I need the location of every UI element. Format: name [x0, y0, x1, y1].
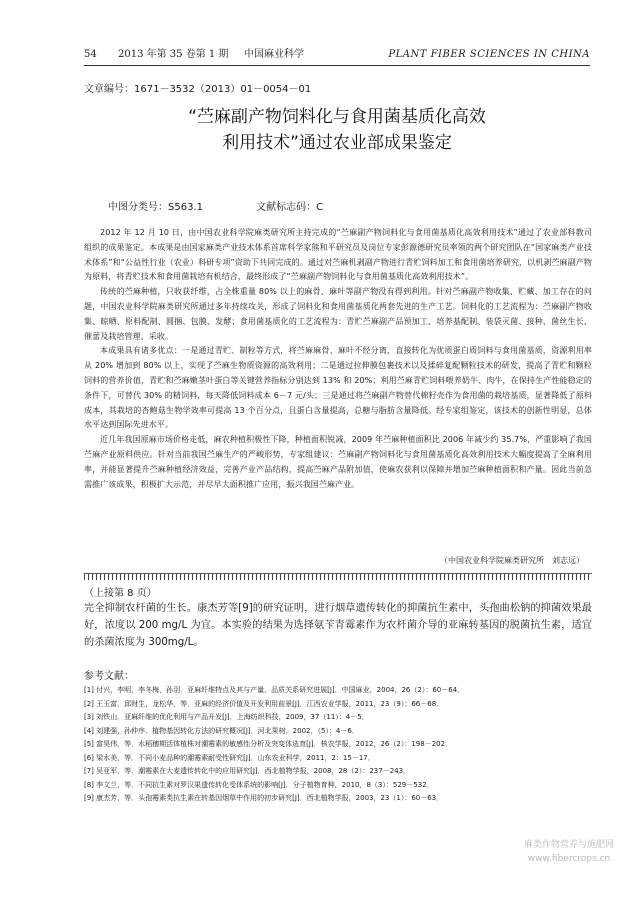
body-paragraph: 本成果具有诸多优点：一是通过青贮、制粒等方式，将苎麻麻骨、麻叶不经分离，直接转化为优质蛋白质饲料与食用菌基质，资源利用率从 20% 增加到 80% 以上，实现了苎麻生物质资源的高效利用；二是通过拉伸膜包裹技术以及揉碎复配颗粒技术的研发，提高了青贮和颗粒饲料的营养价值，青贮和苎麻嫩茎叶蛋白等关键营养指标分别达到 13% 和 20%；利用苎麻青贮饲料喂养奶牛、肉牛，在保持生产性能稳定的条件下，可替代 30% 的精饲料，每天降低饲料成本 6－7 元/头；三是通过将苎麻副产物替代棉籽壳作为食用菌的栽培基质，显著降低了原料成本，其栽培的杏鲍菇生物学效率可提高 13 个百分点，且蛋白含量提高，总糖与脂肪含量降低。经专家组鉴定，该技术的创新性明显，总体水平达到国际先进水平。 [84, 346, 592, 430]
decorative-divider [84, 573, 592, 580]
reference-item: [9] 康杰芳，等．头孢霉素类抗生素在转基因烟草中作用的初步研究[J]．西北植物学报，2003，23（1）：60－63． [84, 794, 444, 802]
body-paragraph: 近几年我国原麻市场价格走低，麻农种植积极性下降，种植面积锐减，2009 年苎麻种植面积比 2006 年减少约 35.7%，严重影响了我国苎麻产业原料供应。针对当前我国苎麻生产的严峻形势，专家组建议：苎麻副产物饲料化与食用菌基质化高效利用技术大幅度提高了全麻利用率，并能显著提升苎麻种植经济效益，完善产业产品结构，提高苎麻产品附加值，使麻农获利以保障并增加苎麻种植面积和产量。因此当前急需推广该成果，积极扩大示范，并尽早大面积推广应用，振兴我国苎麻产业。 [84, 435, 592, 489]
reference-item: [5] 富昊伟，等．水稻穗期活体植株对潮霉素的敏感性分析及突变体选育[J]．核农学报，2012，26（2）：198－202． [84, 740, 453, 748]
reference-item: [4] 刘建强，孙仲序．植物基因转化方法的研究概况[J]．河北果树，2002，（5）：4－6． [84, 726, 359, 735]
reference-item: [3] 刘铁山．亚麻纤维的优化利用与产品开发[J]．上海纺织科技，2009，37（11）：4－5． [84, 713, 369, 721]
journal-name-cn: 中国麻业科学 [244, 49, 304, 60]
article-body [84, 226, 592, 492]
title-line-1: “苎麻副产物饲料化与食用菌基质化高效 [188, 107, 486, 127]
reference-item: [7] 吴亚军，等．潮霉素在大麦遗传转化中的应用研究[J]．西北植物学报，2008，28（2）：237－243． [84, 767, 411, 775]
article-number: 文章编号：1671－3532（2013）01－0054－01 [84, 84, 312, 95]
reference-list [84, 684, 592, 806]
continued-label: （上接第 8 页） [84, 588, 157, 599]
header-rule [84, 65, 590, 66]
running-header [84, 47, 590, 63]
site-watermark [505, 838, 633, 878]
issue-info: 2013 年第 35 卷第 1 期 [118, 49, 229, 60]
reference-item: [1] 付兴，李明，李冬梅，孙羽．亚麻纤维特点及其与产量、品质关系研究进展[J]．中国麻业，2004，26（2）：60－64． [84, 686, 465, 694]
classification-row [108, 198, 323, 213]
continued-text [84, 600, 592, 651]
article-title [84, 104, 590, 156]
body-paragraph: 2012 年 12 月 10 日，由中国农业科学院麻类研究所主持完成的“苎麻副产物饲料化与食用菌基质化高效利用技术”通过了农业部科教司组织的成果鉴定。本成果是由国家麻类产业技术体系首席科学家熊和平研究员及岗位专家彭源德研究员率领的两个研究团队在“国家麻类产业技术体系”和“公益性行业（农业）科研专项”资助下共同完成的。通过对苎麻机剥副产物进行青贮饲料加工和食用菌培养研究，以机剥苎麻副产物为原料，将青贮技术和食用菌栽培有机结合，最终形成了“苎麻副产物饲料化与食用菌基质化高效利用技术”。 [84, 228, 592, 282]
clc-number: 中图分类号：S563.1 [108, 202, 203, 213]
title-line-2: 利用技术”通过农业部成果鉴定 [222, 133, 452, 153]
author-signature: （中国农业科学院麻类研究所 刘志远） [440, 556, 584, 565]
watermark-line-1: 麻类作物营养与施肥网 [523, 840, 614, 850]
watermark-line-2: www.fibercrops.cn [527, 854, 611, 864]
journal-name-en: PLANT FIBER SCIENCES IN CHINA [388, 49, 590, 60]
body-paragraph: 传统的苎麻种植，只收获纤维，占全株重量 80% 以上的麻骨、麻叶等副产物没有得到利用。针对苎麻副产物收集、贮藏、加工存在的问题，中国农业科学院麻类研究所通过多年持续攻关，形成了饲料化和食用菌基质化两套先进的生产工艺。饲料化的工艺流程为：苎麻副产物收集、晾晒、原料配制、圆捆、包膜、发酵；食用菌基质化的工艺流程为：青贮苎麻副产品预加工、培养基配制、装袋灭菌、接种、菌丝生长、催蕾及栽培管理、采收。 [84, 287, 592, 341]
references-title: 参考文献： [84, 671, 134, 682]
page-number: 54 [84, 49, 97, 60]
continued-paragraph: 完全抑制农杆菌的生长。康杰芳等[9]的研究证明，进行烟草遗传转化的抑菌抗生素中，头孢曲松钠的抑菌效果最好，浓度以 200 mg/L 为宜。本实验的结果为选择氨苄青霉素作为农杆菌介导的亚麻转基因的脱菌抗生素，适宜的杀菌浓度为 300mg/L。 [84, 603, 592, 648]
reference-item: [6] 梁水美，等．不同小麦品种的潮霉素耐受性研究[J]．山东农业科学，2011，2：15－17． [84, 753, 375, 762]
reference-item: [2] 王玉富，邱财生，龙松华，等．亚麻的经济价值及开发利用前景[J]．江西农业学报，2011，23（9）：66－68． [84, 699, 444, 708]
reference-item: [8] 李文兰，等．不同抗生素对罗汉果遗传转化受体系统的影响[J]．分子植物育种，2010，8（3）：529－532． [84, 780, 434, 789]
document-code: 文献标志码：C [256, 202, 324, 213]
